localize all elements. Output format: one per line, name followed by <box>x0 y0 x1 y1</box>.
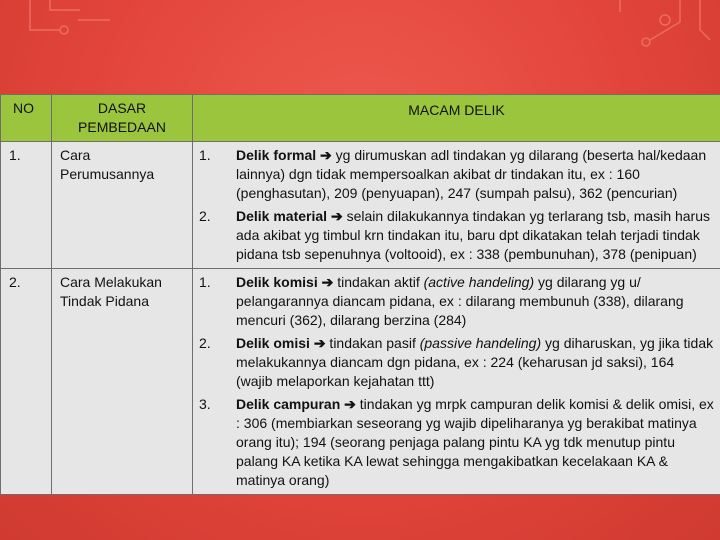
item-italic: (active handeling) <box>423 274 535 290</box>
item-desc: yg diharuskan, yg jika tidak melakukannya diancam dgn pidana, ex : 224 (keharusan jd saksi), 164 (wajib melaporkan kejahatan ttt) <box>236 335 714 389</box>
item-number: 1. <box>199 274 211 290</box>
item-desc: selain dilakukannya tindakan yg terlarang tsb, masih harus ada akibat yg timbul krn tindakan itu, baru dpt dikatakan telah terjadi tindak pidana tsb sepenuhnya (voltooid), ex : 338 (pembunuhan), 378 (penipuan) <box>236 208 711 262</box>
item-desc: yg dirumuskan adl tindakan yg dilarang (beserta hal/kedaan lainnya) dgn tidak mempersoalkan akibat dr tindakan itu, ex : 160 (penghasutan), 209 (penyuapan), 247 (sumpah palsu), 362 (pencurian) <box>236 147 707 201</box>
circuit-decoration <box>0 0 720 95</box>
item-term: Delik omisi <box>236 335 310 351</box>
item-term: Delik campuran <box>236 396 341 412</box>
item-text <box>236 334 714 391</box>
item-number: 2. <box>199 335 211 351</box>
list-item <box>199 146 714 203</box>
item-number: 2. <box>199 208 211 224</box>
row-types <box>193 142 720 269</box>
row-number: 1. <box>1 142 52 269</box>
arrow-right-icon: ➔ <box>344 396 356 412</box>
arrow-right-icon: ➔ <box>321 274 334 290</box>
list-item <box>199 395 714 490</box>
item-number: 3. <box>199 396 211 412</box>
header-row <box>1 95 720 142</box>
list-item <box>199 207 714 264</box>
item-pre: tindakan aktif <box>333 274 424 290</box>
arrow-right-icon: ➔ <box>320 147 332 163</box>
table-row <box>1 269 720 495</box>
item-number: 1. <box>199 147 211 163</box>
delik-table <box>0 94 720 495</box>
item-term: Delik komisi <box>236 274 318 290</box>
row-criterion: Cara Melakukan Tindak Pidana <box>52 269 193 495</box>
table-row <box>1 142 720 269</box>
item-pre: tindakan pasif <box>325 335 420 351</box>
header-no: NO <box>1 95 52 142</box>
arrow-right-icon: ➔ <box>330 208 343 224</box>
list-item <box>199 273 714 330</box>
row-criterion: Cara Perumusannya <box>52 142 193 269</box>
row-types <box>193 269 720 495</box>
row-number: 2. <box>1 269 52 495</box>
item-text <box>236 207 714 264</box>
header-dasar-pembedaan: DASAR PEMBEDAAN <box>52 95 193 142</box>
item-italic: (passive handeling) <box>419 335 542 351</box>
item-term: Delik material <box>236 208 328 224</box>
item-desc: tindakan yg mrpk campuran delik komisi & delik omisi, ex : 306 (membiarkan seseorang yg wajib dipeliharanya yg berakibat matinya orang itu); 194 (seorang penjaga palang pintu KA yg tdk menutup pintu palang KA ketika KA lewat sehingga mengakibatkan kecelakaan KA & matinya orang) <box>236 396 714 488</box>
arrow-right-icon: ➔ <box>313 335 326 351</box>
list-item <box>199 334 714 391</box>
item-text <box>236 395 714 490</box>
item-term: Delik formal <box>236 147 317 163</box>
item-desc: yg dilarang yg u/ pelangarannya diancam pidana, ex : dilarang membunuh (338), dilarang mencuri (362), dilarang berzina (284) <box>236 274 684 328</box>
item-text <box>236 146 714 203</box>
header-macam-delik: MACAM DELIK <box>193 95 720 142</box>
item-text <box>236 273 714 330</box>
